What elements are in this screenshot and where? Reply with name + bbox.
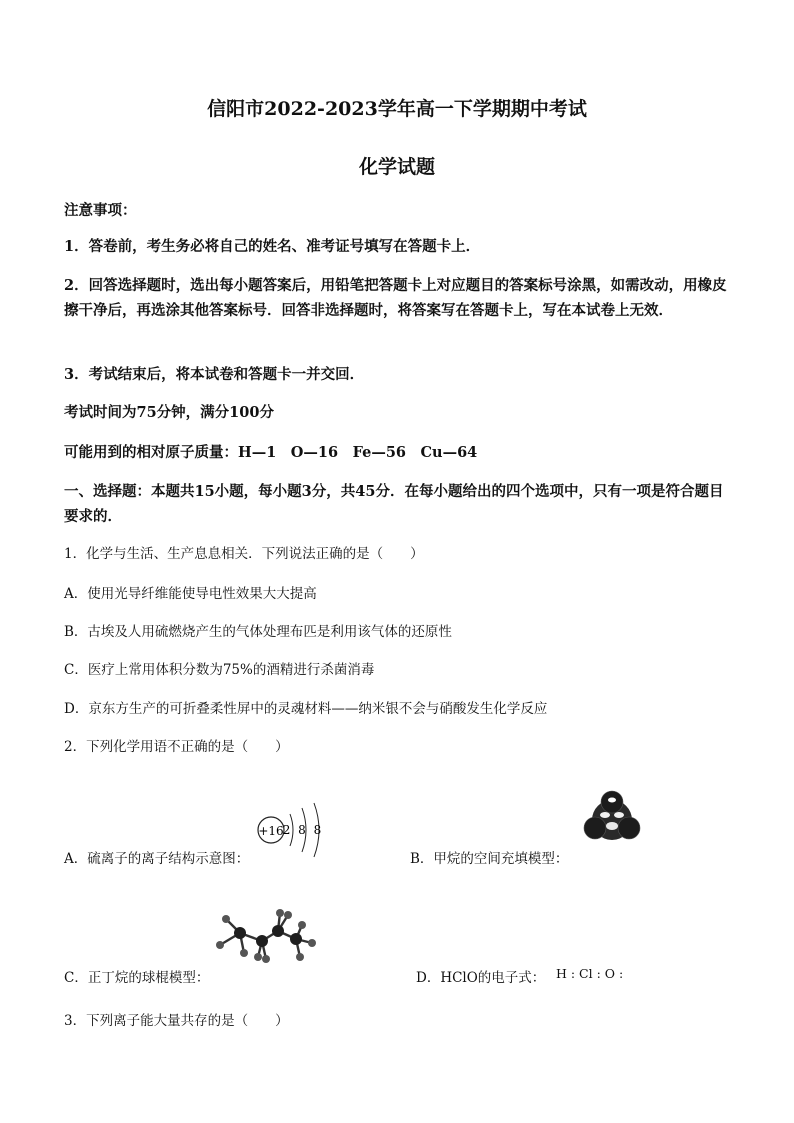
highlight — [600, 812, 610, 818]
note-item-2: 2．回答选择题时，选出每小题答案后，用铅笔把答题卡上对应题目的答案标号涂黑，如需改动，用橡皮擦干净后，再选涂其他答案标号．回答非选择题时，将答案写在答题卡上，写在本试卷上无效． — [64, 277, 727, 319]
q1-option-d: D．京东方生产的可折叠柔性屏中的灵魂材料——纳米银不会与硝酸发生化学反应 — [64, 701, 548, 717]
q2-option-d: D．HClO的电子式： — [416, 970, 546, 986]
exam-time: 考试时间为75分钟，满分100分 — [64, 404, 274, 421]
note-item-3: 3．考试结束后，将本试卷和答题卡一并交回． — [64, 366, 365, 383]
exam-title: 信阳市2022-2023学年高一下学期期中考试 — [207, 98, 587, 120]
q1-option-c: C．医疗上常用体积分数为75%的酒精进行杀菌消毒 — [64, 662, 375, 678]
q1-stem: 1．化学与生活、生产息息相关．下列说法正确的是（ ） — [64, 546, 424, 562]
q2-stem: 2．下列化学用语不正确的是（ ） — [64, 739, 289, 755]
highlight — [614, 812, 624, 818]
q2-option-c: C．正丁烷的球棍模型： — [64, 970, 210, 986]
hclo-electron-formula: H : Cl : O : — [556, 966, 624, 981]
highlight — [608, 798, 616, 803]
highlight — [606, 822, 618, 830]
section-heading: 一、选择题：本题共15小题，每小题3分，共45分．在每小题给出的四个选项中，只有一项是符合题目要求的． — [64, 483, 724, 525]
shell-electrons: 2 8 8 — [282, 823, 324, 837]
note-item-1: 1．答卷前，考生务必将自己的姓名、准考证号填写在答题卡上． — [64, 238, 481, 255]
q1-option-a: A．使用光导纤维能使导电性效果大大提高 — [64, 586, 317, 602]
notes-heading: 注意事项： — [64, 202, 137, 219]
hydrogen-sphere — [618, 817, 640, 839]
q2-option-b: B．甲烷的空间充填模型： — [410, 851, 569, 867]
q3-stem: 3．下列离子能大量共存的是（ ） — [64, 1013, 289, 1029]
q1-option-b: B．古埃及人用硫燃烧产生的气体处理布匹是利用该气体的还原性 — [64, 624, 452, 640]
methane-space-filling-model — [582, 788, 652, 858]
atomic-masses: 可能用到的相对原子质量：H—1 O—16 Fe—56 Cu—64 — [64, 444, 478, 461]
sulfide-ion-diagram — [254, 800, 334, 860]
nucleus-charge: +16 — [258, 824, 284, 838]
hydrogen-sphere — [584, 817, 606, 839]
butane-ball-stick-model — [216, 905, 326, 965]
exam-subtitle: 化学试题 — [358, 156, 435, 178]
q2-option-a: A．硫离子的离子结构示意图： — [64, 851, 250, 867]
